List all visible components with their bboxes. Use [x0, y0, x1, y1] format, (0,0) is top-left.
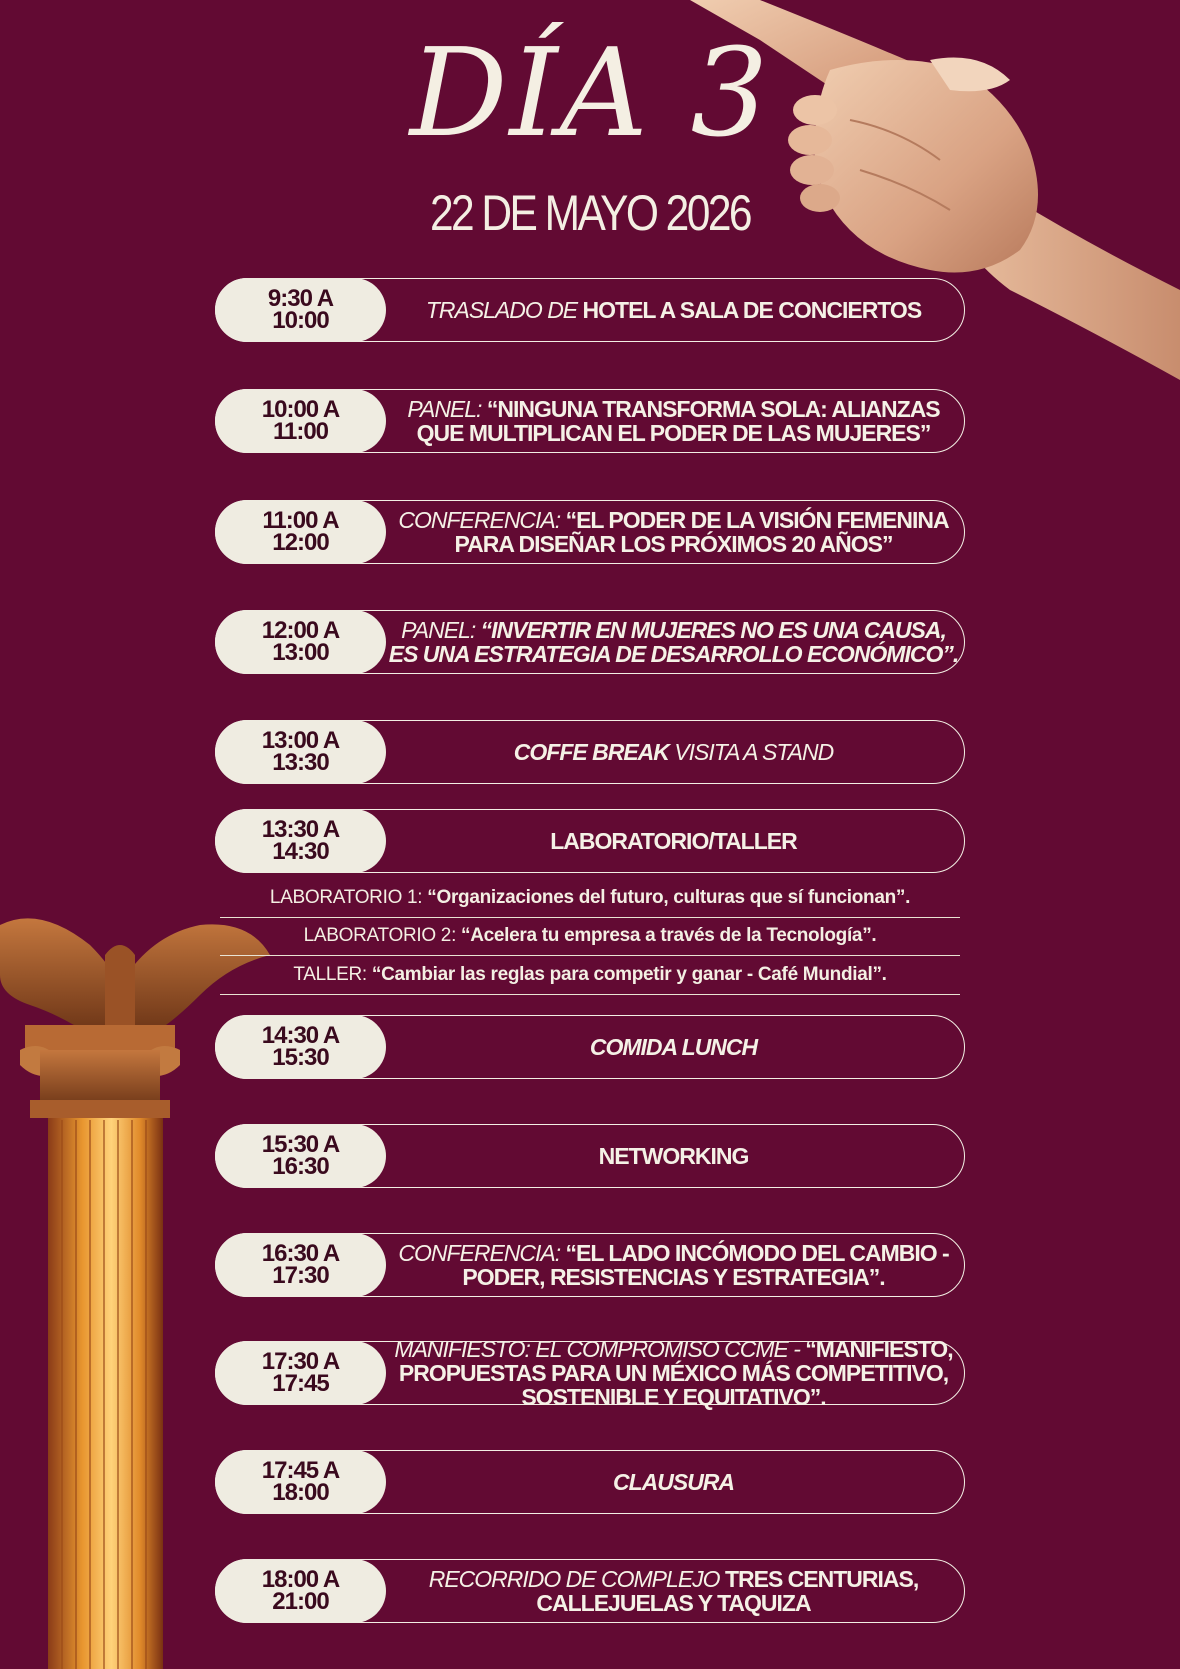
row-description — [386, 278, 961, 342]
time-end: 12:00 — [272, 529, 329, 556]
row-description — [386, 500, 961, 564]
row-text: “MANIFIESTO, PROPUESTAS PARA UN MÉXICO MÁS COMPETITIVO, SOSTENIBLE Y EQUITATIVO”. — [398, 1336, 953, 1410]
time-pill — [215, 809, 386, 873]
time-start: 14:30 A — [261, 1022, 340, 1049]
time-pill — [215, 610, 386, 674]
row-label: MANIFIESTO: EL COMPROMISO CCME - — [394, 1336, 800, 1362]
row-description — [386, 1015, 961, 1079]
row-label: COFFE BREAK — [513, 739, 669, 765]
schedule-row — [215, 500, 965, 564]
time-end: 17:30 — [272, 1262, 329, 1289]
schedule-row — [215, 1015, 965, 1079]
time-start: 13:00 A — [261, 727, 340, 754]
row-text: LABORATORIO/TALLER — [550, 828, 797, 854]
row-description — [386, 1336, 961, 1410]
time-pill — [215, 720, 386, 784]
row-text: CLAUSURA — [612, 1469, 735, 1495]
row-description — [386, 1559, 961, 1623]
time-start: 9:30 A — [267, 285, 334, 312]
time-pill — [215, 389, 386, 453]
workshop-prefix: TALLER: — [293, 964, 367, 985]
row-description — [386, 720, 961, 784]
row-text: COMIDA LUNCH — [589, 1034, 758, 1060]
row-text: “NINGUNA TRANSFORMA SOLA: ALIANZAS QUE MULTIPLICAN EL PODER DE LAS MUJERES” — [416, 396, 940, 446]
row-description — [386, 610, 961, 674]
event-date: 22 DE MAYO 2026 — [429, 185, 751, 241]
time-pill — [215, 1559, 386, 1623]
workshop-text: “Organizaciones del futuro, culturas que sí funcionan”. — [427, 887, 911, 908]
day-title: DÍA 3 — [409, 22, 771, 164]
schedule-row — [215, 720, 965, 784]
time-pill — [215, 1341, 386, 1405]
schedule-row — [215, 1336, 965, 1410]
row-label: CONFERENCIA: — [398, 507, 561, 533]
workshop-item — [220, 881, 960, 918]
row-text: HOTEL A SALA DE CONCIERTOS — [582, 297, 922, 323]
row-text: “INVERTIR EN MUJERES NO ES UNA CAUSA, ES UNA ESTRATEGIA DE DESARROLLO ECONÓMICO”. — [388, 617, 959, 667]
time-start: 15:30 A — [261, 1131, 340, 1158]
row-text: VISITA A STAND — [674, 739, 834, 765]
workshop-text: “Acelera tu empresa a través de la Tecnología”. — [461, 925, 877, 946]
time-start: 16:30 A — [261, 1240, 340, 1267]
time-pill — [215, 1450, 386, 1514]
time-pill — [215, 1233, 386, 1297]
schedule-row — [215, 278, 965, 342]
time-start: 13:30 A — [261, 816, 340, 843]
time-pill — [215, 278, 386, 342]
workshop-prefix: LABORATORIO 1: — [269, 887, 423, 908]
row-label: TRASLADO DE — [425, 297, 578, 323]
time-end: 11:00 — [272, 418, 329, 445]
time-start: 11:00 A — [262, 507, 339, 534]
row-text: “EL LADO INCÓMODO DEL CAMBIO - PODER, RESISTENCIAS Y ESTRATEGIA”. — [462, 1240, 949, 1290]
row-description — [386, 809, 961, 873]
row-text: NETWORKING — [598, 1143, 749, 1169]
workshop-item — [220, 958, 960, 995]
time-start: 18:00 A — [261, 1566, 340, 1593]
schedule-row — [215, 610, 965, 674]
row-description — [386, 1124, 961, 1188]
time-pill — [215, 500, 386, 564]
time-end: 14:30 — [272, 838, 329, 865]
time-end: 18:00 — [272, 1479, 329, 1506]
schedule-row — [215, 1124, 965, 1188]
workshop-text: “Cambiar las reglas para competir y ganar - Café Mundial”. — [371, 964, 887, 985]
time-start: 12:00 A — [261, 617, 340, 644]
row-label: RECORRIDO DE COMPLEJO — [428, 1566, 720, 1592]
workshop-item — [220, 919, 960, 956]
row-text: TRES CENTURIAS, CALLEJUELAS Y TAQUIZA — [536, 1566, 919, 1616]
time-start: 17:45 A — [261, 1457, 340, 1484]
time-start: 17:30 A — [261, 1348, 340, 1375]
row-description — [386, 1233, 961, 1297]
schedule-row — [215, 389, 965, 453]
time-end: 17:45 — [272, 1370, 329, 1397]
schedule-row — [215, 1450, 965, 1514]
time-end: 10:00 — [272, 307, 329, 334]
time-end: 13:00 — [272, 639, 329, 666]
row-description — [386, 1450, 961, 1514]
row-label: PANEL: — [407, 396, 482, 422]
time-end: 13:30 — [272, 749, 329, 776]
time-pill — [215, 1124, 386, 1188]
row-description — [386, 389, 961, 453]
schedule-row — [215, 1559, 965, 1623]
row-text: “EL PODER DE LA VISIÓN FEMENINA PARA DISEÑAR LOS PRÓXIMOS 20 AÑOS” — [454, 507, 949, 557]
time-end: 16:30 — [272, 1153, 329, 1180]
schedule-row — [215, 1233, 965, 1297]
schedule-row — [215, 809, 965, 873]
row-label: PANEL: — [401, 617, 476, 643]
time-end: 21:00 — [272, 1588, 329, 1615]
time-pill — [215, 1015, 386, 1079]
time-start: 10:00 A — [261, 396, 340, 423]
workshop-prefix: LABORATORIO 2: — [303, 925, 457, 946]
time-end: 15:30 — [272, 1044, 329, 1071]
row-label: CONFERENCIA: — [398, 1240, 561, 1266]
